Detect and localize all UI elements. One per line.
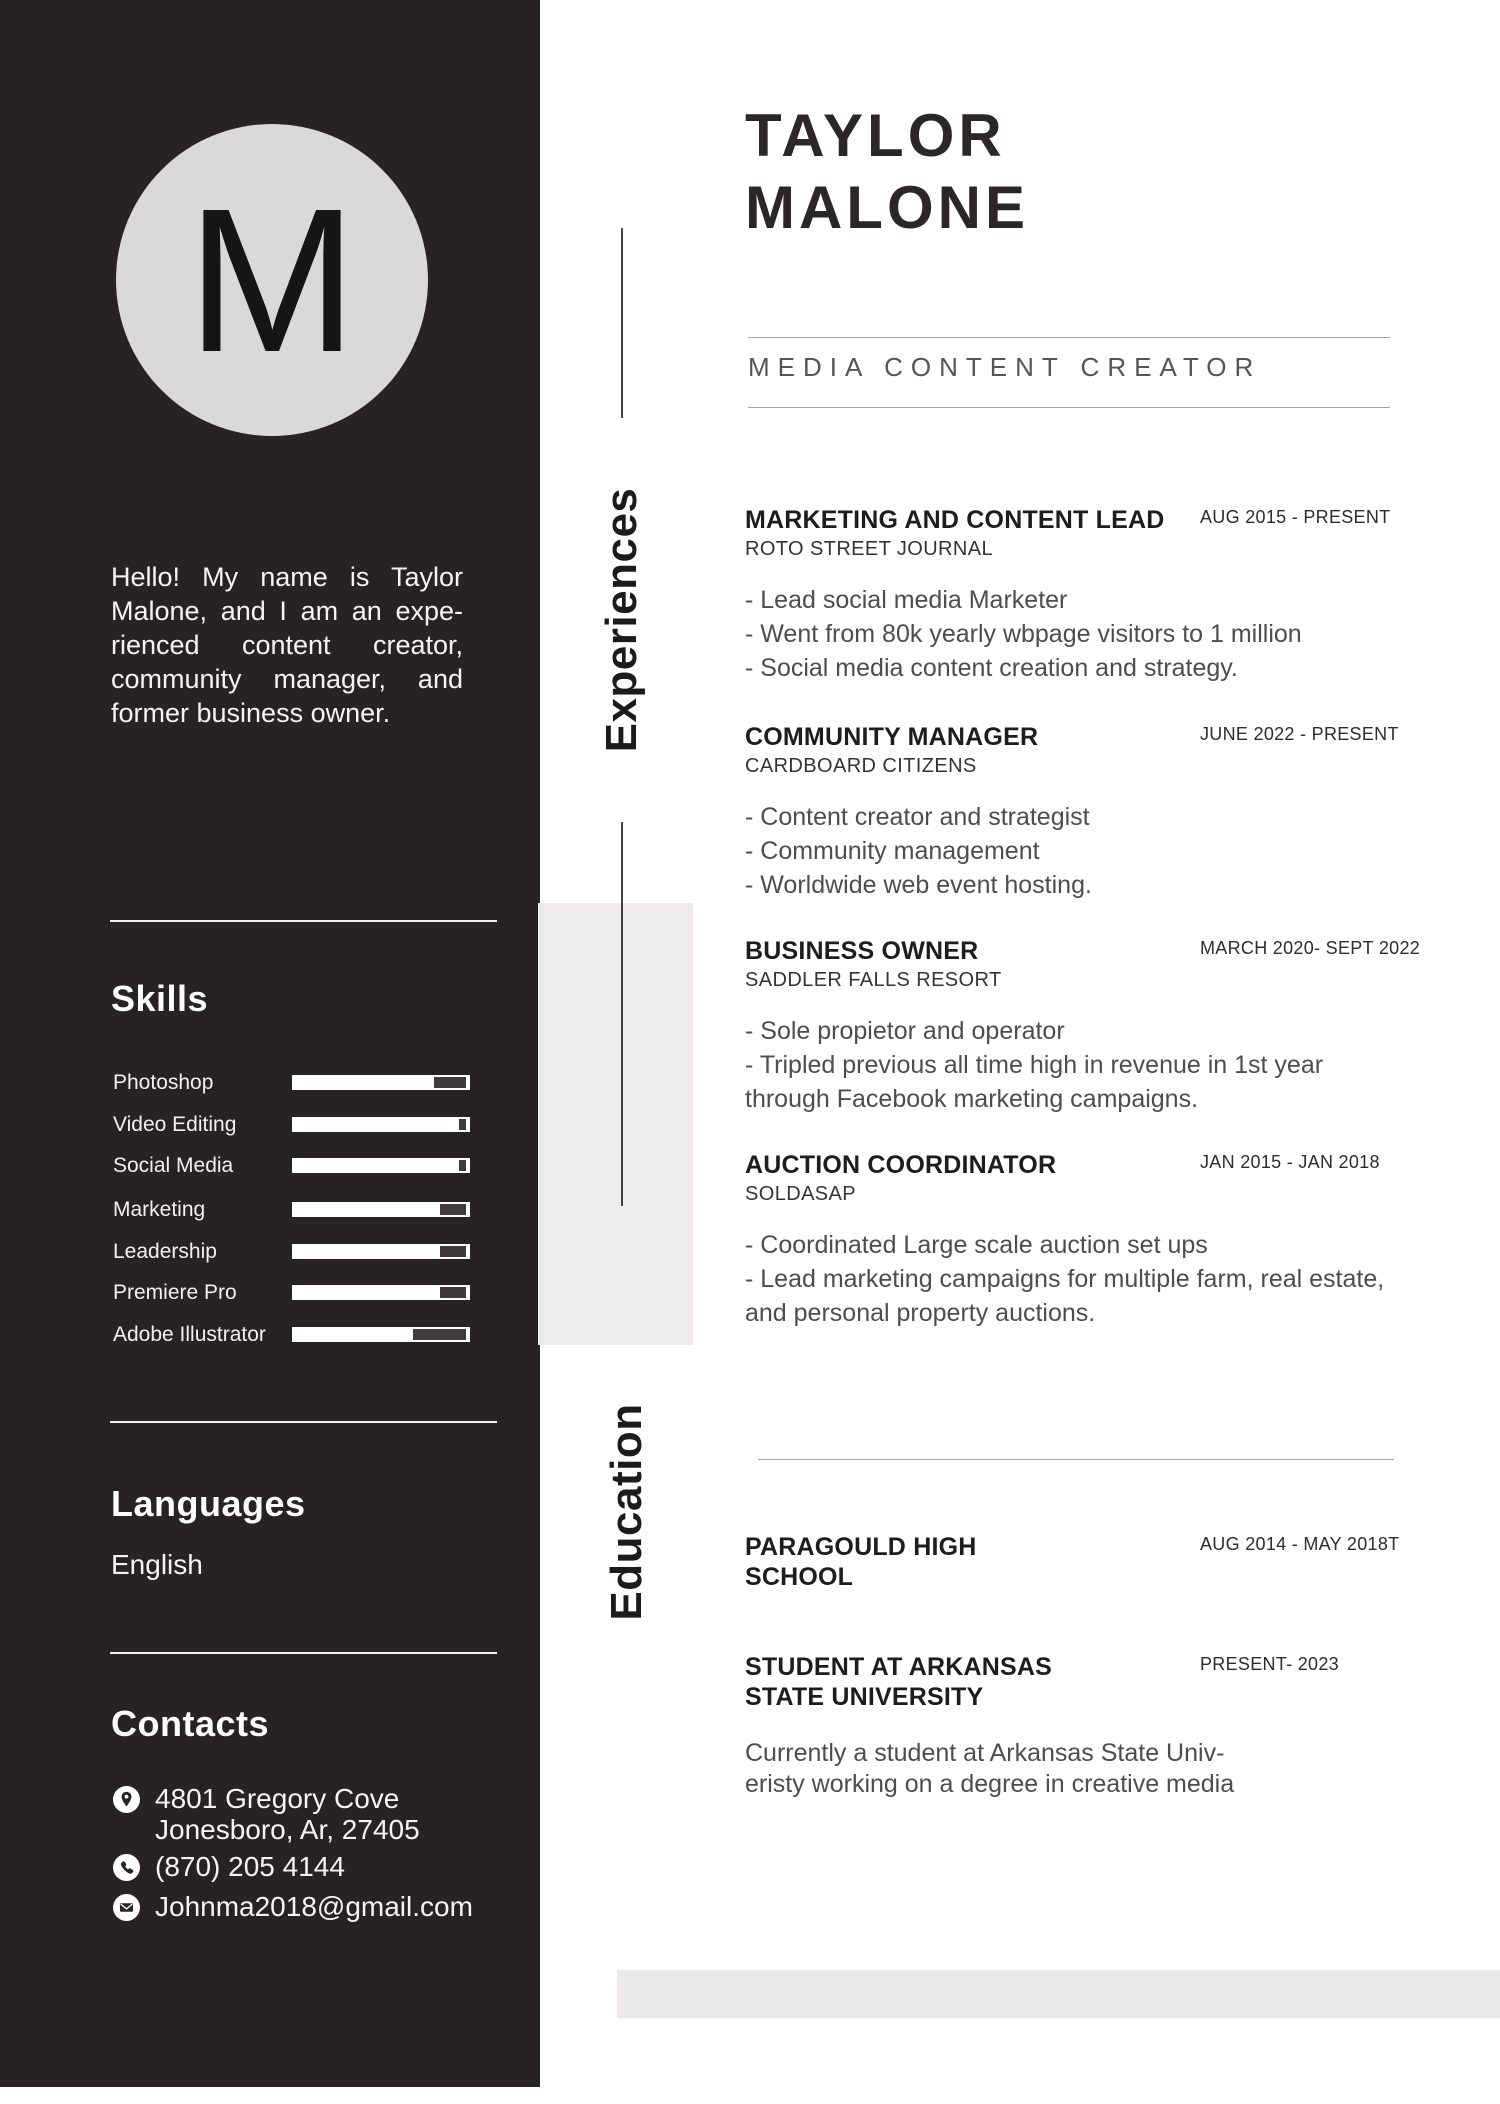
experience-company: SOLDASAP: [745, 1183, 857, 1205]
education-title: [745, 1652, 1185, 1712]
intro-line: Hello! My name is Taylor: [111, 562, 463, 592]
intro-text: [111, 560, 463, 730]
skill-bar-remainder: [440, 1204, 466, 1215]
bullet-line: - Lead social media Marketer: [745, 586, 1068, 614]
location-pin-icon: [113, 1786, 140, 1813]
skill-label: Adobe Illustrator: [113, 1323, 266, 1346]
skill-label: Premiere Pro: [113, 1281, 237, 1304]
skill-bar-remainder: [440, 1287, 466, 1298]
skill-row: [113, 1071, 473, 1094]
vertical-rule-top: [621, 228, 623, 418]
education-description: [745, 1738, 1405, 1800]
experience-dates: MARCH 2020- SEPT 2022: [1200, 938, 1421, 958]
education-title: [745, 1532, 1185, 1592]
job-title: MEDIA CONTENT CREATOR: [748, 352, 1262, 382]
phone-icon: [113, 1854, 140, 1881]
email-address: Johnma2018@gmail.com: [155, 1891, 473, 1922]
divider: [748, 337, 1390, 338]
education-dates: PRESENT- 2023: [1200, 1654, 1339, 1674]
skill-bar: [292, 1244, 470, 1259]
address-line: 4801 Gregory Cove: [155, 1783, 400, 1814]
footer-band: [617, 1970, 1500, 2018]
address-line: Jonesboro, Ar, 27405: [155, 1814, 420, 1845]
phone-number: (870) 205 4144: [155, 1851, 345, 1882]
skill-label: Video Editing: [113, 1113, 237, 1136]
description-line: eristy working on a degree in creative media: [745, 1770, 1235, 1798]
experience-company: SADDLER FALLS RESORT: [745, 969, 1002, 991]
bullet-line: - Content creator and strategist: [745, 803, 1090, 831]
intro-line: former business owner.: [111, 698, 391, 728]
divider: [110, 920, 497, 922]
experience-bullets: [745, 800, 1403, 902]
skill-bar: [292, 1327, 470, 1342]
skill-bar: [292, 1285, 470, 1300]
skill-label: Marketing: [113, 1198, 206, 1221]
name-line: MALONE: [745, 174, 1029, 241]
experience-entry: [745, 505, 1405, 685]
bullet-line: - Lead marketing campaigns for multiple farm, real estate, and personal property auctions.: [745, 1265, 1385, 1327]
skill-bar-remainder: [413, 1329, 466, 1340]
experience-bullets: [745, 1228, 1403, 1330]
education-dates: AUG 2014 - MAY 2018T: [1200, 1534, 1400, 1554]
education-title-line: STATE UNIVERSITY: [745, 1683, 984, 1711]
bullet-line: - Went from 80k yearly wbpage visitors to 1 million: [745, 620, 1302, 648]
experience-bullets: [745, 1014, 1403, 1116]
divider: [758, 1459, 1394, 1460]
skill-row: [113, 1113, 473, 1136]
education-title-line: STUDENT AT ARKANSAS: [745, 1653, 1053, 1681]
bullet-line: - Tripled previous all time high in revenue in 1st year through Facebook marketing campaigns.: [745, 1051, 1324, 1113]
person-name: [745, 100, 1029, 244]
monogram-avatar: [116, 124, 428, 436]
intro-line: Malone, and I am an expe-: [111, 596, 463, 626]
skills-heading: Skills: [111, 978, 209, 1019]
divider: [748, 407, 1390, 408]
skill-bar-remainder: [459, 1119, 466, 1130]
divider: [110, 1421, 497, 1423]
skill-bar: [292, 1202, 470, 1217]
education-entry: [745, 1532, 1405, 1592]
experience-company: ROTO STREET JOURNAL: [745, 538, 994, 560]
skill-label: Photoshop: [113, 1071, 214, 1094]
experience-dates: AUG 2015 - PRESENT: [1200, 507, 1391, 527]
contacts-heading: Contacts: [111, 1703, 270, 1744]
bullet-line: - Coordinated Large scale auction set ups: [745, 1231, 1208, 1259]
skill-label: Social Media: [113, 1154, 234, 1177]
experience-bullets: [745, 583, 1403, 685]
skill-row: [113, 1323, 473, 1346]
bullet-line: - Worldwide web event hosting.: [745, 871, 1092, 899]
experience-dates: JAN 2015 - JAN 2018: [1200, 1152, 1380, 1172]
language-item: English: [111, 1549, 203, 1580]
education-entry: [745, 1652, 1405, 1800]
skill-bar-remainder: [440, 1246, 466, 1257]
divider: [110, 1652, 497, 1654]
bullet-line: - Social media content creation and strategy.: [745, 654, 1238, 682]
experience-dates: JUNE 2022 - PRESENT: [1200, 724, 1399, 744]
bullet-line: - Sole propietor and operator: [745, 1017, 1065, 1045]
experience-title: COMMUNITY MANAGER: [745, 723, 1039, 751]
intro-line: rienced content creator,: [111, 630, 463, 660]
skill-bar: [292, 1075, 470, 1090]
skill-bar-remainder: [434, 1077, 466, 1088]
education-title-line: SCHOOL: [745, 1563, 854, 1591]
education-section-label: Education: [602, 1403, 651, 1621]
skill-bar: [292, 1158, 470, 1173]
intro-line: community manager, and: [111, 664, 463, 694]
experiences-section-label: Experiences: [597, 487, 646, 753]
experience-title: MARKETING AND CONTENT LEAD: [745, 506, 1165, 534]
monogram-letter: M: [186, 165, 358, 395]
experience-entry: [745, 722, 1405, 902]
email-icon: [113, 1894, 140, 1921]
vertical-rule-middle: [621, 822, 623, 1206]
experience-company: CARDBOARD CITIZENS: [745, 755, 977, 777]
name-line: TAYLOR: [745, 102, 1006, 169]
skill-row: [113, 1281, 473, 1304]
experience-title: BUSINESS OWNER: [745, 937, 979, 965]
skill-row: [113, 1240, 473, 1263]
skill-bar: [292, 1117, 470, 1132]
gray-band: [538, 903, 693, 1345]
description-line: Currently a student at Arkansas State Univ-: [745, 1739, 1225, 1767]
contact-email: [113, 1891, 513, 1922]
education-title-line: PARAGOULD HIGH: [745, 1533, 977, 1561]
skill-row: [113, 1154, 473, 1177]
contact-phone: [113, 1851, 513, 1882]
bullet-line: - Community management: [745, 837, 1040, 865]
experience-entry: [745, 936, 1421, 1116]
skill-row: [113, 1198, 473, 1221]
skill-label: Leadership: [113, 1240, 217, 1263]
experience-title: AUCTION COORDINATOR: [745, 1151, 1057, 1179]
contact-address: [113, 1783, 513, 1845]
experience-entry: [745, 1150, 1405, 1330]
languages-heading: Languages: [111, 1483, 306, 1524]
sidebar: [0, 0, 540, 2087]
skill-bar-remainder: [459, 1160, 466, 1171]
